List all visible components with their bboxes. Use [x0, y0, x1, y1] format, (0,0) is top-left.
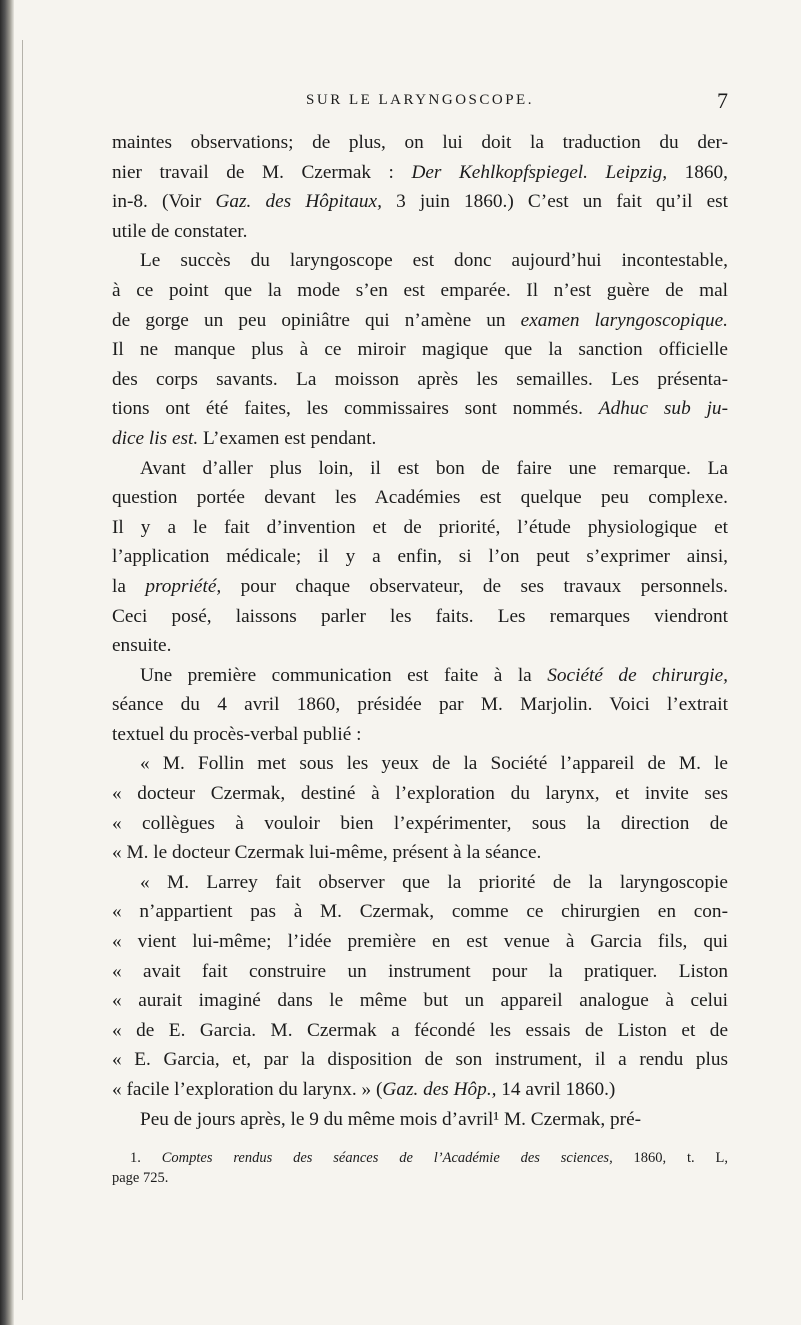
text-segment: maintes observations; de plus, on lui doit la traduction du der- [112, 132, 728, 153]
text-segment: utile de constater. [112, 220, 248, 242]
text-segment: textuel du procès-verbal publié : [112, 723, 362, 745]
text-segment: la [112, 575, 146, 597]
text-segment: nier travail de M. Czermak : [112, 161, 412, 183]
text-segment: Peu de jours après, le 9 du même mois d’avril¹ M. Czermak, pré- [140, 1108, 642, 1130]
text-line [112, 986, 728, 1016]
text-segment: Der Kehlkopfspiegel. Leipzig, [411, 161, 668, 183]
footnote-spacer [112, 1134, 728, 1148]
text-line [112, 483, 728, 513]
text-segment: « n’appartient pas à M. Czermak, comme ce chirurgien en con- [112, 901, 728, 923]
running-head: SUR LE LARYNGOSCOPE. [306, 92, 534, 108]
text-line [112, 749, 728, 779]
text-line [112, 1045, 728, 1075]
footnote-segment: page 725. [112, 1170, 169, 1187]
text-line [112, 838, 728, 868]
text-line [112, 1016, 728, 1046]
text-segment: Une première communication est faite à la [140, 664, 548, 686]
text-line [112, 631, 728, 661]
text-segment: Ceci posé, laissons parler les faits. Les remarques viendront [112, 605, 728, 627]
text-segment: in-8. (Voir [112, 191, 216, 213]
text-segment: 1860, [667, 161, 729, 183]
text-segment: « M. le docteur Czermak lui-même, présent à la séance. [112, 842, 542, 864]
text-segment: « avait fait construire un instrument pour la pratiquer. Liston [112, 960, 728, 982]
text-line [112, 542, 728, 572]
text-segment: Gaz. des Hôp., [382, 1079, 497, 1100]
text-segment: Avant d’aller plus loin, il est bon de faire une remarque. La [140, 457, 728, 479]
text-segment: l’application médicale; il y a enfin, si l’on peut s’exprimer ainsi, [112, 546, 728, 568]
text-line [112, 513, 728, 543]
text-line [112, 720, 728, 750]
text-segment: 14 avril 1860.) [496, 1079, 616, 1100]
text-segment: Société de chirurgie, [547, 664, 728, 686]
text-line [112, 572, 728, 602]
text-segment: Adhuc sub ju- [598, 398, 728, 420]
text-segment: Il y a le fait d’invention et de priorité, l’étude physiologique et [112, 516, 728, 538]
text-segment: « aurait imaginé dans le même but un appareil analogue à celui [112, 990, 728, 1012]
text-segment: « M. Follin met sous les yeux de la Société l’appareil de M. le [140, 753, 728, 775]
text-segment: Il ne manque plus à ce miroir magique que la sanction officielle [112, 339, 728, 361]
text-segment: des corps savants. La moisson après les semailles. Les présenta- [112, 368, 728, 390]
text-segment: « facile l’exploration du larynx. » ( [112, 1079, 383, 1100]
text-segment: question portée devant les Académies est quelque peu complexe. [112, 487, 728, 509]
text-line [112, 957, 728, 987]
text-line [112, 128, 728, 158]
footnote-segment: 1. [130, 1150, 162, 1167]
text-line [112, 868, 728, 898]
text-line [112, 335, 728, 365]
text-segment: pour chaque observateur, de ses travaux personnels. [221, 575, 728, 597]
text-segment: « de E. Garcia. M. Czermak a fécondé les essais de Liston et de [112, 1019, 728, 1041]
footnote-line [112, 1148, 728, 1168]
text-line [112, 246, 728, 276]
text-line [112, 809, 728, 839]
text-segment: à ce point que la mode s’en est emparée. Il n’est guère de mal [112, 279, 728, 301]
text-segment: propriété, [145, 575, 222, 597]
text-line [112, 187, 728, 217]
text-segment: séance du 4 avril 1860, présidée par M. Marjolin. Voici l’extrait [112, 694, 728, 716]
book-page [112, 88, 728, 1188]
text-segment: tions ont été faites, les commissaires sont nommés. [112, 398, 599, 420]
text-segment: « collègues à vouloir bien l’expérimenter, sous la direction de [112, 812, 728, 834]
text-segment: Gaz. des Hôpitaux, [215, 191, 382, 213]
text-line [112, 779, 728, 809]
page-gutter-line [22, 40, 23, 1300]
text-line [112, 661, 728, 691]
page-header [112, 88, 728, 118]
text-segment: Le succès du laryngoscope est donc aujourd’hui incontestable, [140, 250, 728, 272]
text-segment: ensuite. [112, 635, 172, 657]
text-line [112, 602, 728, 632]
text-segment: 3 juin 1860.) C’est un fait qu’il est [381, 191, 729, 213]
footnote-line [112, 1168, 728, 1188]
body-text [112, 128, 728, 1134]
text-segment: « vient lui-même; l’idée première en est venue à Garcia fils, qui [112, 931, 728, 953]
text-segment: « E. Garcia, et, par la disposition de son instrument, il a rendu plus [112, 1049, 728, 1071]
text-line [112, 276, 728, 306]
text-line [112, 1105, 728, 1135]
text-segment: L’examen est pendant. [198, 427, 377, 449]
text-line [112, 394, 728, 424]
text-line [112, 365, 728, 395]
text-segment: dice lis est. [112, 427, 199, 449]
text-line [112, 927, 728, 957]
text-line [112, 217, 728, 247]
footnote-segment: Comptes rendus des séances de l’Académie des sciences, [161, 1150, 613, 1167]
footnote-segment: 1860, t. L, [612, 1150, 728, 1167]
text-segment: « docteur Czermak, destiné à l’exploration du larynx, et invite ses [112, 783, 728, 805]
text-line [112, 690, 728, 720]
text-line [112, 158, 728, 188]
text-segment: examen laryngoscopique. [520, 309, 728, 331]
text-line [112, 897, 728, 927]
page-number: 7 [717, 88, 728, 113]
text-segment: « M. Larrey fait observer que la priorité de la laryngoscopie [140, 871, 728, 893]
text-line [112, 1075, 728, 1105]
text-segment: de gorge un peu opiniâtre qui n’amène un [112, 309, 521, 331]
text-line [112, 424, 728, 454]
book-binding-shadow [0, 0, 14, 1325]
footnote [112, 1148, 728, 1188]
text-line [112, 306, 728, 336]
text-line [112, 454, 728, 484]
